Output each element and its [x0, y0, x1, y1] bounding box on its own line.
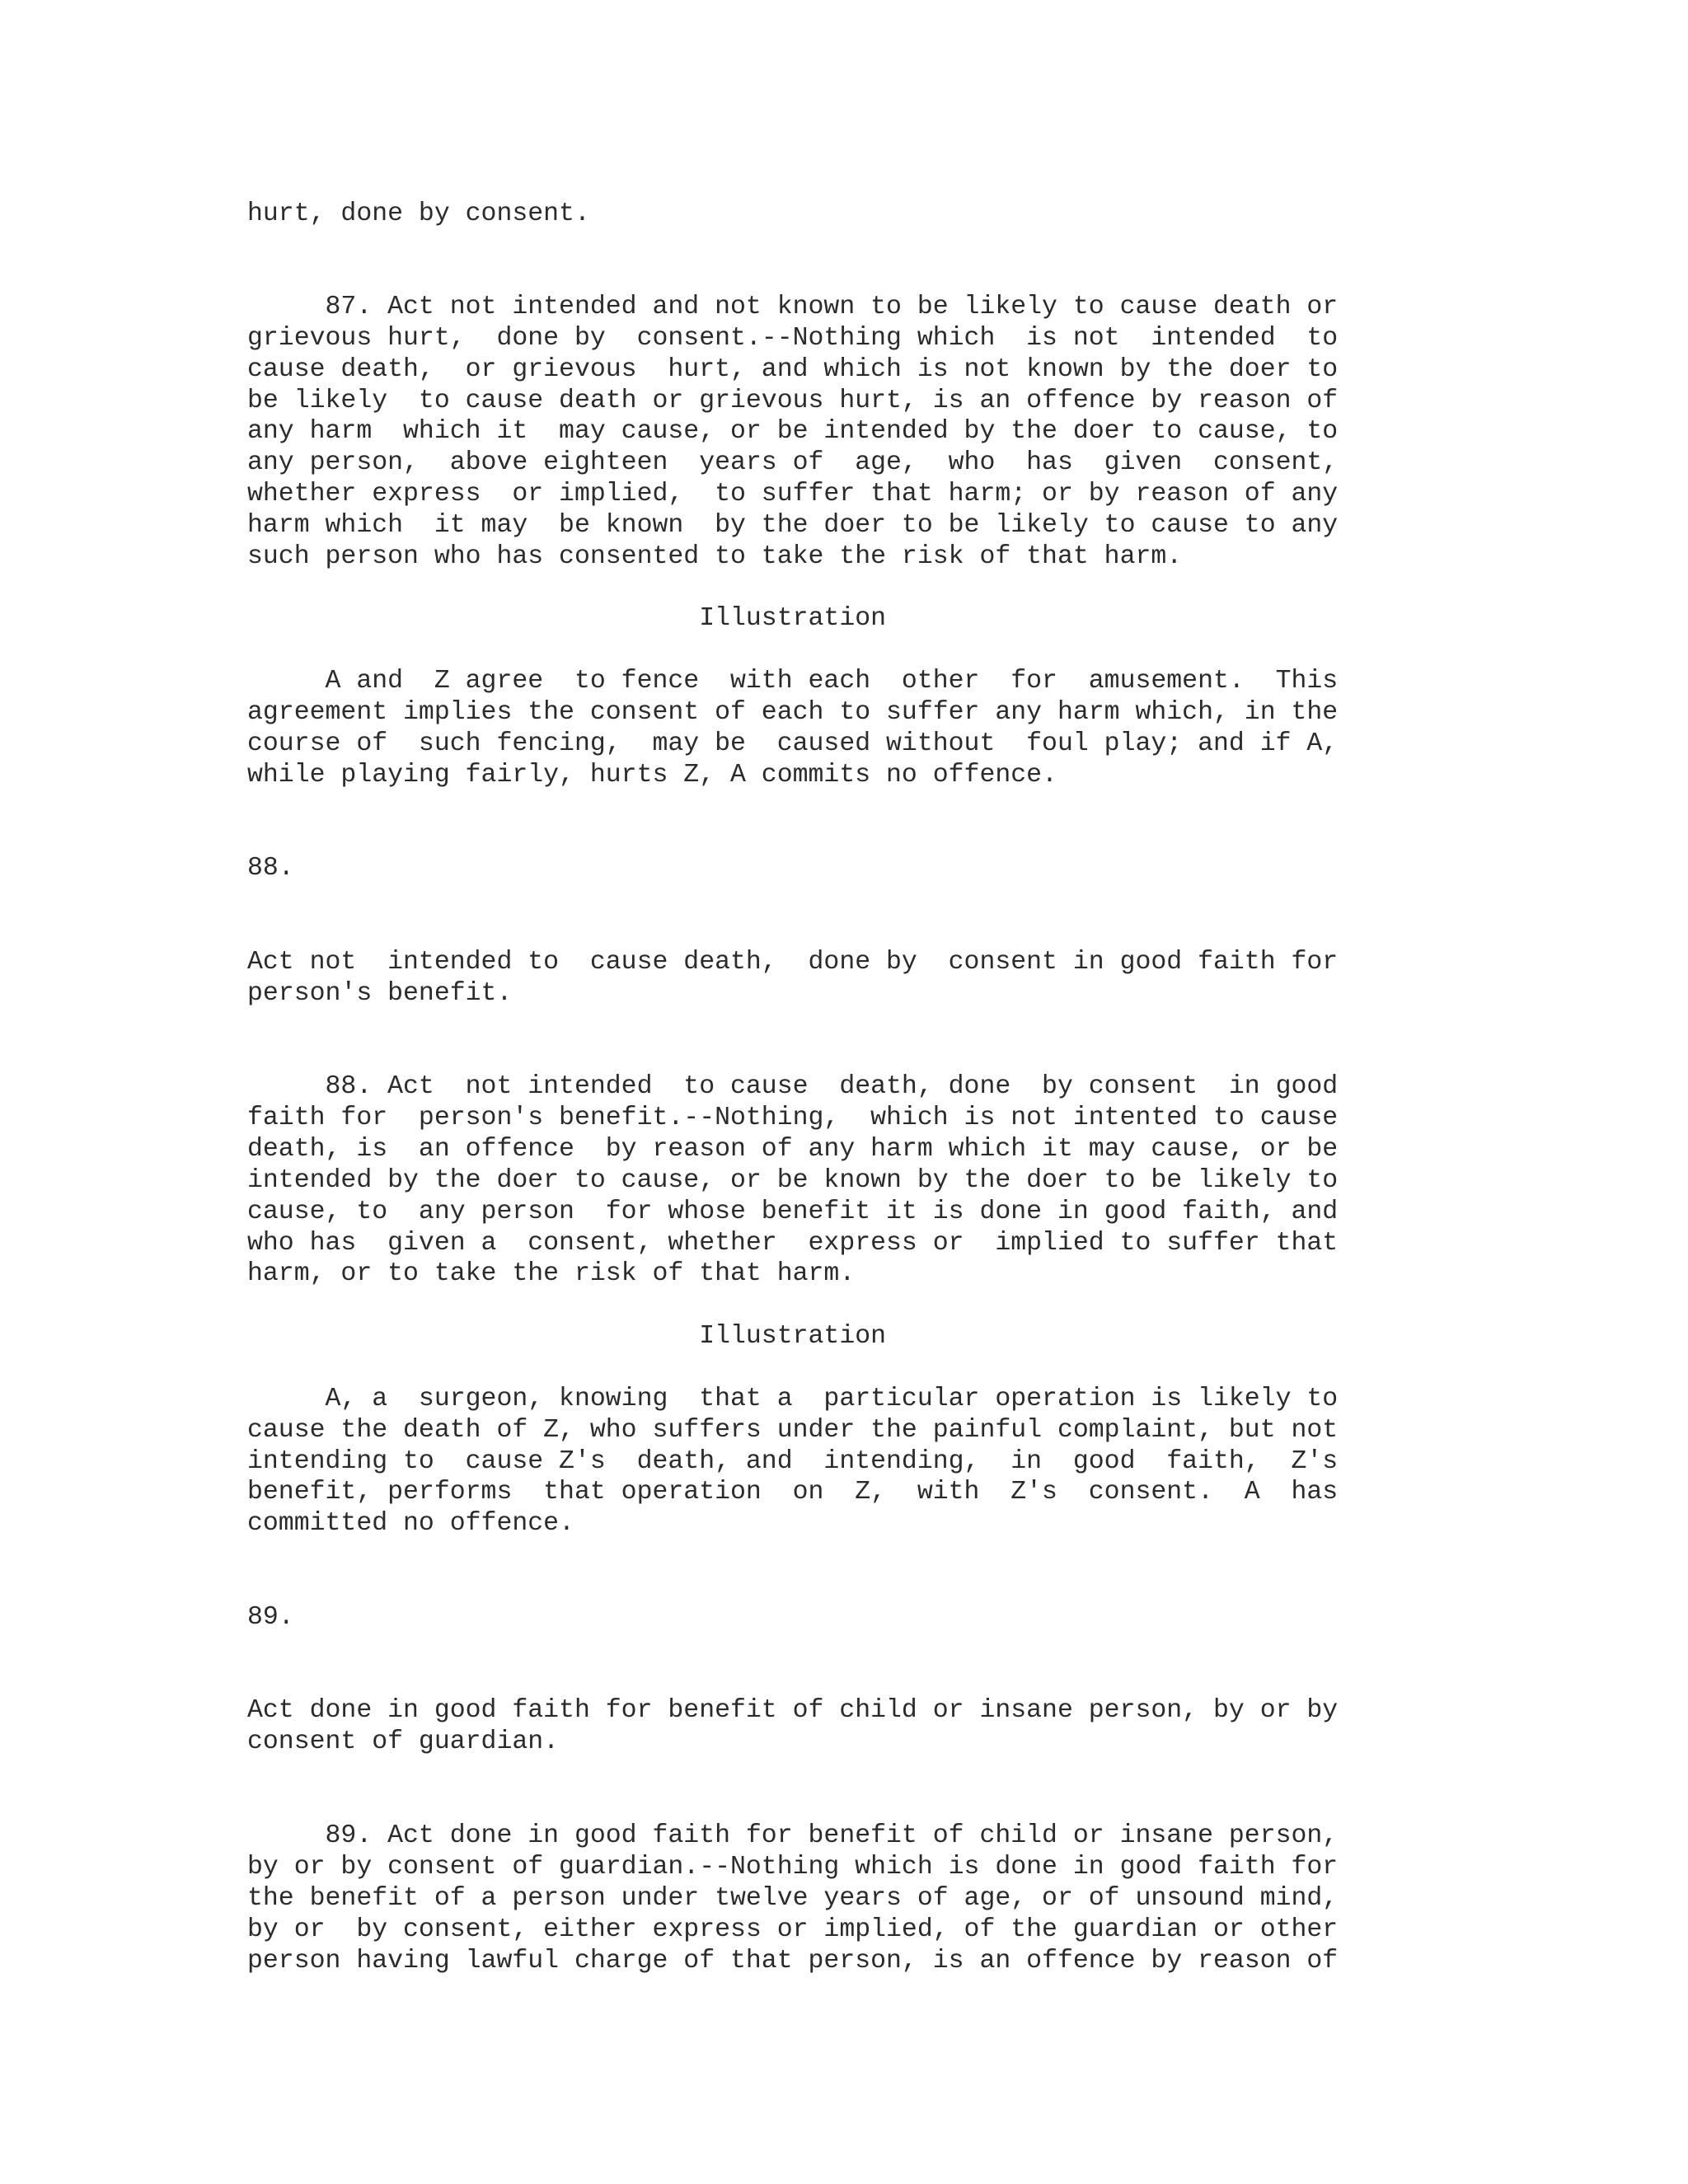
text-line: be likely to cause death or grievous hurt, is an offence by reason of [247, 387, 1339, 415]
section-number: 88. [247, 854, 294, 883]
text-line: harm, or to take the risk of that harm. [247, 1259, 856, 1288]
text-line: such person who has consented to take the risk of that harm. [247, 542, 1183, 571]
text-line: A and Z agree to fence with each other for amusement. This [247, 667, 1339, 696]
text-line: 87. Act not intended and not known to be likely to cause death or [247, 293, 1339, 321]
text-line: whether express or implied, to suffer that harm; or by reason of any [247, 480, 1339, 509]
text-line: 88. Act not intended to cause death, done by consent in good [247, 1072, 1339, 1101]
section-number: 89. [247, 1603, 294, 1632]
text-line: cause, to any person for whose benefit it is done in good faith, and [247, 1197, 1339, 1226]
illustration-heading: Illustration [247, 604, 887, 633]
section-heading: person's benefit. [247, 979, 513, 1008]
text-line: person having lawful charge of that person, is an offence by reason of [247, 1947, 1339, 1975]
text-line: benefit, performs that operation on Z, with Z's consent. A has [247, 1478, 1339, 1507]
text-line: death, is an offence by reason of any harm which it may cause, or be [247, 1135, 1339, 1164]
text-line: intended by the doer to cause, or be known by the doer to be likely to [247, 1166, 1339, 1195]
text-line: 89. Act done in good faith for benefit of child or insane person, [247, 1821, 1339, 1850]
text-line: any harm which it may cause, or be intended by the doer to cause, to [247, 417, 1339, 446]
text-line: A, a surgeon, knowing that a particular operation is likely to [247, 1385, 1339, 1413]
text-line: faith for person's benefit.--Nothing, which is not intented to cause [247, 1104, 1339, 1132]
text-line: by or by consent of guardian.--Nothing which is done in good faith for [247, 1853, 1339, 1882]
text-line: agreement implies the consent of each to suffer any harm which, in the [247, 698, 1339, 727]
text-line: while playing fairly, hurts Z, A commits no offence. [247, 761, 1057, 790]
text-line: the benefit of a person under twelve years of age, or of unsound mind, [247, 1884, 1339, 1913]
text-line: grievous hurt, done by consent.--Nothing which is not intended to [247, 324, 1339, 353]
text-line: cause death, or grievous hurt, and which is not known by the doer to [247, 355, 1339, 384]
text-line: who has given a consent, whether express or implied to suffer that [247, 1229, 1339, 1258]
section-heading: consent of guardian. [247, 1727, 560, 1756]
illustration-heading: Illustration [247, 1322, 887, 1351]
text-line: committed no offence. [247, 1509, 574, 1538]
text-line: by or by consent, either express or implied, of the guardian or other [247, 1915, 1339, 1944]
text-line: harm which it may be known by the doer to be likely to cause to any [247, 511, 1339, 540]
text-line: course of such fencing, may be caused without foul play; and if A, [247, 729, 1339, 758]
text-line: hurt, done by consent. [247, 199, 590, 228]
text-line: any person, above eighteen years of age, who has given consent, [247, 448, 1339, 477]
text-line: intending to cause Z's death, and intending, in good faith, Z's [247, 1447, 1339, 1476]
section-heading: Act not intended to cause death, done by consent in good faith for [247, 948, 1339, 977]
section-heading: Act done in good faith for benefit of child or insane person, by or by [247, 1696, 1339, 1725]
text-line: cause the death of Z, who suffers under the painful complaint, but not [247, 1416, 1339, 1445]
